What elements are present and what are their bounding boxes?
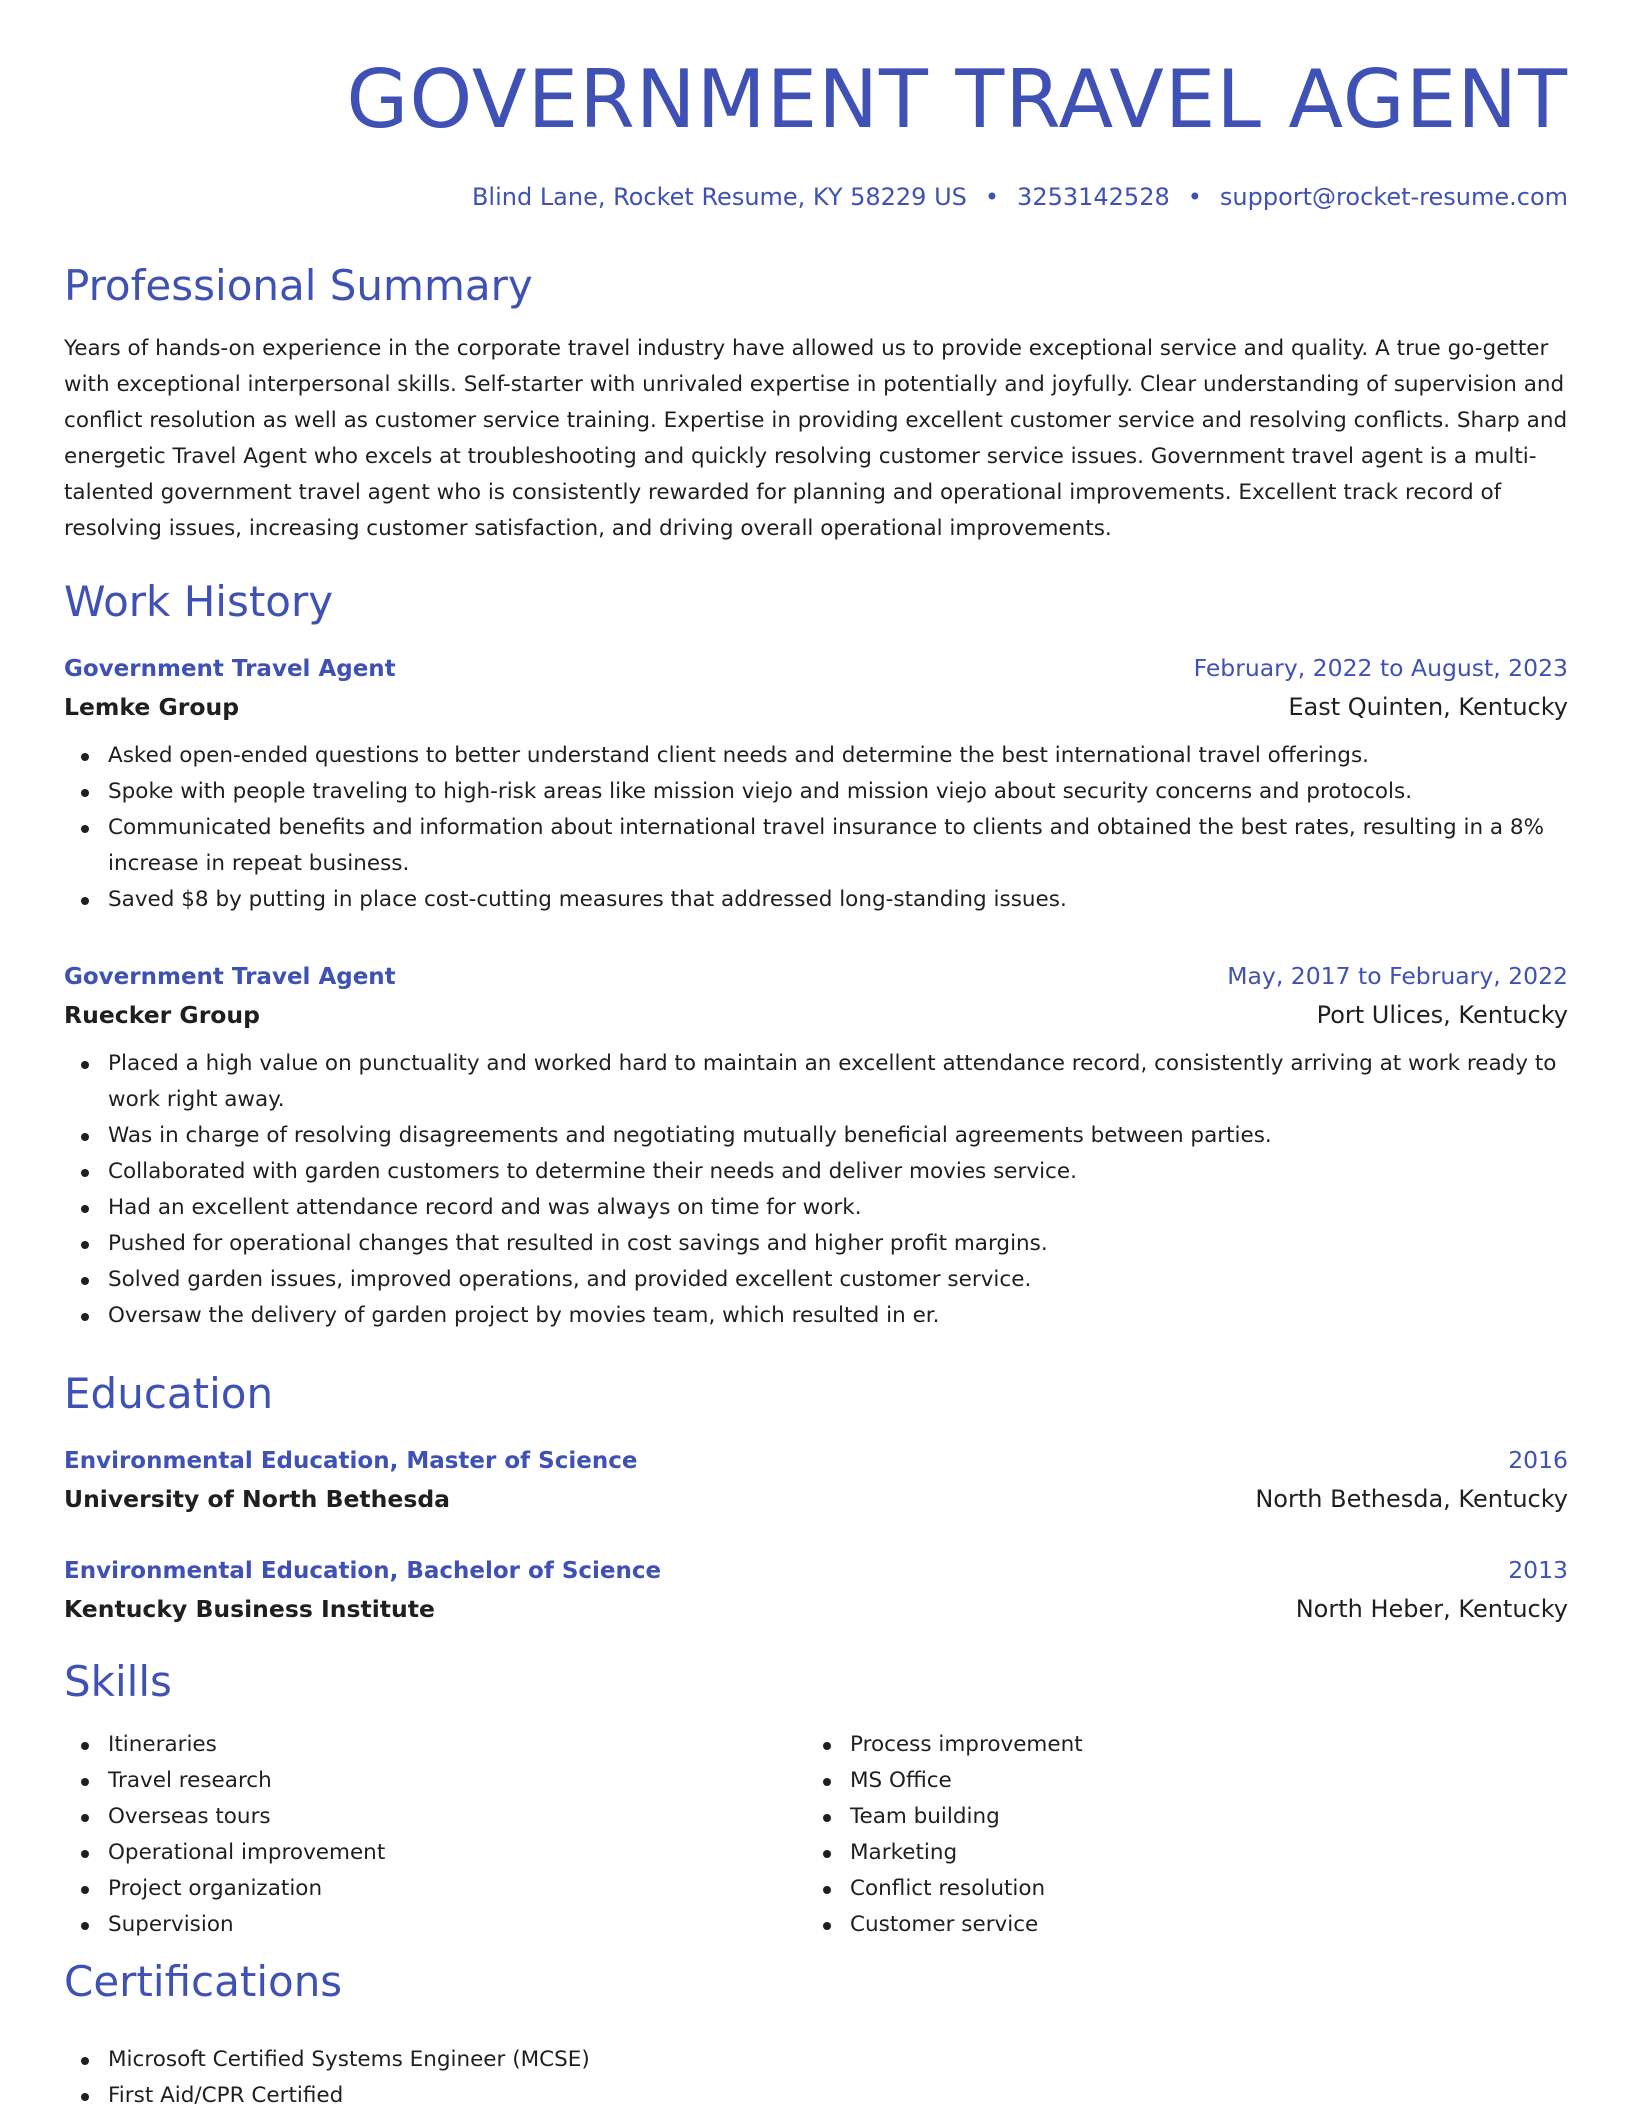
education-location: North Heber, Kentucky: [1295, 1595, 1568, 1623]
job-bullet: Placed a high value on punctuality and worked hard to maintain an excellent attendance record, consistently arriving at work ready to work right away.: [64, 1046, 1568, 1118]
education-degree: Environmental Education, Bachelor of Science: [64, 1558, 662, 1584]
contact-separator: •: [984, 183, 1000, 211]
skill-item: Travel research: [64, 1763, 806, 1799]
skill-item: Team building: [806, 1799, 1548, 1835]
skill-item: Conflict resolution: [806, 1871, 1548, 1907]
education-entry: [64, 1441, 1568, 1518]
job-location: Port Ulices, Kentucky: [1316, 1001, 1568, 1029]
skill-item: Supervision: [64, 1907, 806, 1943]
skill-item: Operational improvement: [64, 1835, 806, 1871]
job-title: Government Travel Agent: [64, 964, 396, 990]
education-location: North Bethesda, Kentucky: [1255, 1485, 1568, 1513]
job-bullet: Asked open-ended questions to better understand client needs and determine the best international travel offerings.: [64, 738, 1568, 774]
education-entry: [64, 1551, 1568, 1628]
work-history-heading: Work History: [64, 577, 334, 626]
job-bullet: Spoke with people traveling to high-risk areas like mission viejo and mission viejo about security concerns and protocols.: [64, 774, 1568, 810]
job-bullets: [64, 1046, 1568, 1334]
job-bullet: Pushed for operational changes that resulted in cost savings and higher profit margins.: [64, 1226, 1568, 1262]
education-school: Kentucky Business Institute: [64, 1595, 435, 1623]
skill-item: Customer service: [806, 1907, 1548, 1943]
education-year: 2016: [1508, 1446, 1568, 1474]
education-degree: Environmental Education, Master of Science: [64, 1448, 638, 1474]
candidate-name: GOVERNMENT TRAVEL AGENT: [346, 53, 1568, 146]
job-company: Ruecker Group: [64, 1001, 260, 1029]
job-title: Government Travel Agent: [64, 656, 396, 682]
certifications-list: [64, 2042, 1568, 2114]
skill-item: Itineraries: [64, 1727, 806, 1763]
skill-item: Project organization: [64, 1871, 806, 1907]
certifications-heading: Certifications: [64, 1957, 343, 2006]
skills-list-right: [806, 1727, 1548, 1943]
contact-email[interactable]: support@rocket-resume.com: [1219, 183, 1568, 211]
skill-item: Overseas tours: [64, 1799, 806, 1835]
job-bullet: Solved garden issues, improved operations, and provided excellent customer service.: [64, 1262, 1568, 1298]
contact-phone[interactable]: 3253142528: [1017, 183, 1170, 211]
job-bullets: [64, 738, 1568, 918]
job-dates: May, 2017 to February, 2022: [1227, 962, 1568, 990]
skills-columns: [64, 1727, 1568, 1943]
skills-heading: Skills: [64, 1657, 172, 1706]
job-location: East Quinten, Kentucky: [1288, 693, 1568, 721]
job-bullet: Saved $8 by putting in place cost-cutting measures that addressed long-standing issues.: [64, 882, 1568, 918]
contact-line: [472, 180, 1568, 214]
job-entry: [64, 649, 1568, 918]
skill-item: MS Office: [806, 1763, 1548, 1799]
job-company: Lemke Group: [64, 693, 240, 721]
summary-heading: Professional Summary: [64, 261, 533, 310]
skill-item: Process improvement: [806, 1727, 1548, 1763]
contact-address: Blind Lane, Rocket Resume, KY 58229 US: [471, 183, 967, 211]
certification-item: First Aid/CPR Certified: [64, 2078, 1568, 2114]
certification-item: Microsoft Certified Systems Engineer (MCSE): [64, 2042, 1568, 2078]
education-year: 2013: [1508, 1556, 1568, 1584]
job-bullet: Communicated benefits and information about international travel insurance to clients and obtained the best rates, resulting in a 8% increase in repeat business.: [64, 810, 1568, 882]
contact-separator: •: [1187, 183, 1202, 211]
job-bullet: Had an excellent attendance record and was always on time for work.: [64, 1190, 1568, 1226]
education-heading: Education: [64, 1369, 274, 1418]
skills-list-left: [64, 1727, 806, 1943]
job-bullet: Was in charge of resolving disagreements and negotiating mutually beneficial agreements between parties.: [64, 1118, 1568, 1154]
job-dates: February, 2022 to August, 2023: [1193, 654, 1568, 682]
job-bullet: Collaborated with garden customers to determine their needs and deliver movies service.: [64, 1154, 1568, 1190]
education-school: University of North Bethesda: [64, 1485, 451, 1513]
job-entry: [64, 957, 1568, 1334]
summary-text: Years of hands-on experience in the corporate travel industry have allowed us to provide exceptional service and quality. A true go-getter with exceptional interpersonal skills. Self-starter with unrivaled expertise in potentially and joyfully. Clear understanding of supervision and conflict resolution as well as customer service training. Expertise in providing excellent customer service and resolving conflicts. Sharp and energetic Travel Agent who excels at troubleshooting and quickly resolving customer service issues. Government travel agent is a multi-talented government travel agent who is consistently rewarded for planning and operational improvements. Excellent track record of resolving issues, increasing customer satisfaction, and driving overall operational improvements.: [64, 336, 1568, 541]
job-bullet: Oversaw the delivery of garden project by movies team, which resulted in er.: [64, 1298, 1568, 1334]
skill-item: Marketing: [806, 1835, 1548, 1871]
